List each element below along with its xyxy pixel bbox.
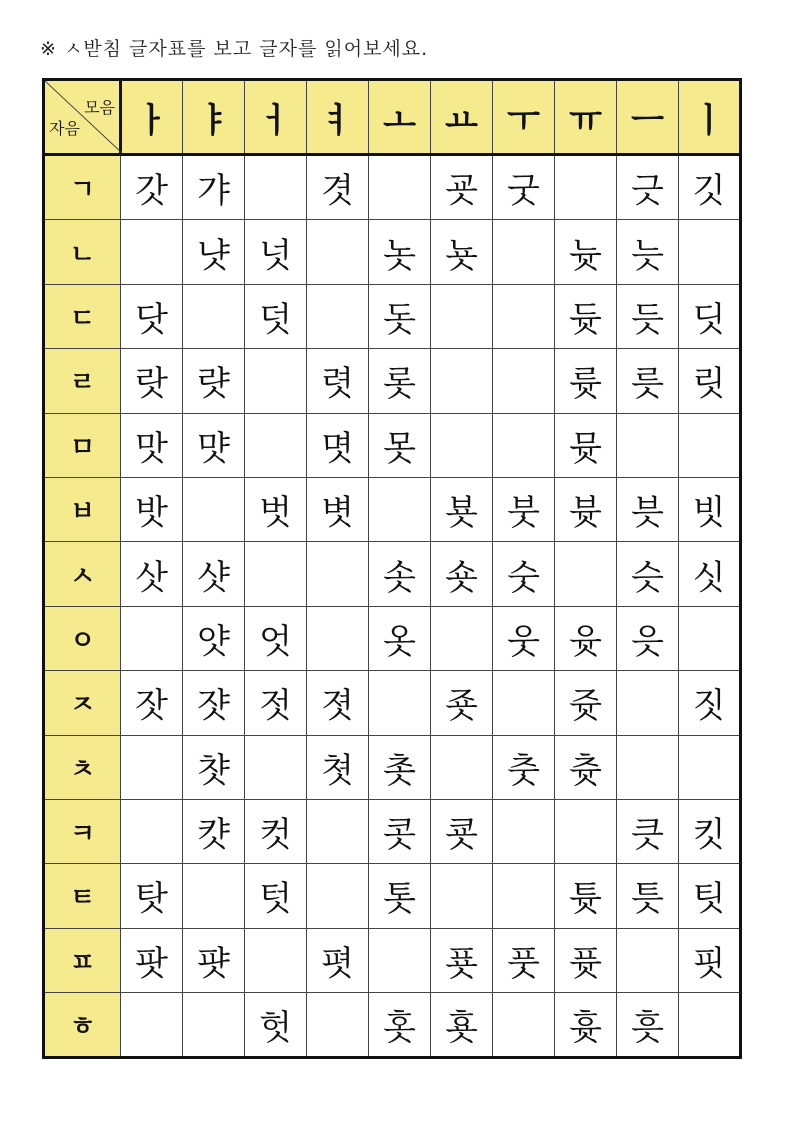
syllable-cell: 흇 <box>555 993 617 1058</box>
syllable-cell: 닷 <box>121 284 183 348</box>
syllable-cell: 푯 <box>431 928 493 992</box>
syllable-cell: 럇 <box>183 349 245 413</box>
syllable-cell <box>245 155 307 220</box>
syllable-cell: 긋 <box>617 155 679 220</box>
syllable-cell: 딧 <box>679 284 741 348</box>
syllable-cell: 렷 <box>307 349 369 413</box>
syllable-cell: 숫 <box>493 542 555 606</box>
syllable-cell: 횻 <box>431 993 493 1058</box>
syllable-cell: 큿 <box>617 799 679 863</box>
syllable-cell <box>555 155 617 220</box>
syllable-cell: 쿗 <box>431 799 493 863</box>
syllable-cell <box>245 735 307 799</box>
syllable-cell <box>617 735 679 799</box>
syllable-cell: 늣 <box>617 220 679 284</box>
table-row <box>44 349 741 413</box>
syllable-cell <box>307 542 369 606</box>
syllable-cell: 굣 <box>431 155 493 220</box>
table-row <box>44 799 741 863</box>
syllable-cell: 덧 <box>245 284 307 348</box>
vowel-header-cell: ㅗ <box>369 80 431 155</box>
vowel-axis-label: 모음 <box>84 98 115 117</box>
syllable-cell: 넛 <box>245 220 307 284</box>
syllable-cell: 핏 <box>679 928 741 992</box>
syllable-cell: 죳 <box>431 671 493 735</box>
syllable-cell: 빗 <box>679 477 741 541</box>
vowel-header-cell: ㅡ <box>617 80 679 155</box>
syllable-cell <box>431 606 493 670</box>
vowel-header-cell: ㅜ <box>493 80 555 155</box>
syllable-cell: 맛 <box>121 413 183 477</box>
syllable-cell: 숏 <box>431 542 493 606</box>
syllable-cell: 폇 <box>307 928 369 992</box>
syllable-cell <box>679 606 741 670</box>
syllable-table <box>42 78 742 1059</box>
syllable-cell <box>183 284 245 348</box>
syllable-cell: 랏 <box>121 349 183 413</box>
table-row <box>44 413 741 477</box>
syllable-cell <box>307 606 369 670</box>
corner-cell <box>44 80 121 155</box>
syllable-cell <box>493 864 555 928</box>
syllable-cell: 롯 <box>369 349 431 413</box>
syllable-cell: 륫 <box>555 349 617 413</box>
vowel-header-cell: ㅓ <box>245 80 307 155</box>
consonant-header-cell: ㅍ <box>44 928 121 992</box>
syllable-cell: 굿 <box>493 155 555 220</box>
syllable-cell: 몃 <box>307 413 369 477</box>
syllable-cell: 춧 <box>493 735 555 799</box>
syllable-cell <box>245 928 307 992</box>
syllable-cell <box>307 220 369 284</box>
syllable-cell <box>245 542 307 606</box>
syllable-cell: 삿 <box>121 542 183 606</box>
syllable-cell <box>369 928 431 992</box>
consonant-header-cell: ㄹ <box>44 349 121 413</box>
vowel-header-cell: ㅕ <box>307 80 369 155</box>
syllable-cell: 놋 <box>369 220 431 284</box>
syllable-cell <box>431 413 493 477</box>
syllable-cell <box>307 864 369 928</box>
syllable-cell: 듯 <box>617 284 679 348</box>
syllable-cell: 읏 <box>617 606 679 670</box>
syllable-cell: 풋 <box>493 928 555 992</box>
syllable-cell: 갓 <box>121 155 183 220</box>
syllable-cell <box>431 349 493 413</box>
syllable-cell: 옷 <box>369 606 431 670</box>
syllable-cell: 헛 <box>245 993 307 1058</box>
syllable-cell: 킷 <box>679 799 741 863</box>
syllable-cell <box>121 606 183 670</box>
syllable-cell: 웃 <box>493 606 555 670</box>
syllable-cell: 퓻 <box>555 928 617 992</box>
syllable-cell: 텃 <box>245 864 307 928</box>
syllable-cell: 컷 <box>245 799 307 863</box>
syllable-cell: 먓 <box>183 413 245 477</box>
syllable-cell: 잣 <box>121 671 183 735</box>
syllable-cell: 슷 <box>617 542 679 606</box>
consonant-header-cell: ㅋ <box>44 799 121 863</box>
syllable-cell: 톳 <box>369 864 431 928</box>
consonant-header-cell: ㄱ <box>44 155 121 220</box>
syllable-cell: 흣 <box>617 993 679 1058</box>
syllable-cell: 탓 <box>121 864 183 928</box>
syllable-cell <box>307 284 369 348</box>
syllable-cell <box>493 220 555 284</box>
syllable-cell: 갸 <box>183 155 245 220</box>
syllable-cell <box>369 477 431 541</box>
syllable-cell <box>307 799 369 863</box>
table-row <box>44 155 741 220</box>
consonant-header-cell: ㅇ <box>44 606 121 670</box>
syllable-cell: 졋 <box>307 671 369 735</box>
syllable-cell: 뇻 <box>431 220 493 284</box>
syllable-cell <box>493 993 555 1058</box>
syllable-cell: 븃 <box>555 477 617 541</box>
table-row <box>44 864 741 928</box>
syllable-cell <box>493 799 555 863</box>
consonant-header-cell: ㄷ <box>44 284 121 348</box>
consonant-header-cell: ㅁ <box>44 413 121 477</box>
syllable-cell <box>617 671 679 735</box>
syllable-cell: 늇 <box>555 220 617 284</box>
syllable-cell <box>121 735 183 799</box>
syllable-cell: 릿 <box>679 349 741 413</box>
syllable-cell <box>431 864 493 928</box>
consonant-header-cell: ㄴ <box>44 220 121 284</box>
syllable-cell: 짓 <box>679 671 741 735</box>
syllable-cell <box>679 413 741 477</box>
consonant-header-cell: ㅌ <box>44 864 121 928</box>
vowel-header-cell: ㅏ <box>121 80 183 155</box>
syllable-cell <box>555 799 617 863</box>
syllable-cell: 홋 <box>369 993 431 1058</box>
syllable-cell <box>679 220 741 284</box>
syllable-cell <box>679 993 741 1058</box>
syllable-cell: 냣 <box>183 220 245 284</box>
syllable-cell: 쥿 <box>555 671 617 735</box>
syllable-cell <box>121 220 183 284</box>
table-row <box>44 735 741 799</box>
syllable-cell <box>617 928 679 992</box>
syllable-cell: 캿 <box>183 799 245 863</box>
syllable-cell <box>493 413 555 477</box>
consonant-header-cell: ㅅ <box>44 542 121 606</box>
table-body <box>44 155 741 1058</box>
syllable-cell: 틋 <box>617 864 679 928</box>
syllable-cell: 튯 <box>555 864 617 928</box>
syllable-cell: 듓 <box>555 284 617 348</box>
instruction-text: ※ ㅅ받침 글자표를 보고 글자를 읽어보세요. <box>40 38 429 60</box>
syllable-cell: 솟 <box>369 542 431 606</box>
syllable-cell <box>183 993 245 1058</box>
syllable-cell: 쳣 <box>307 735 369 799</box>
syllable-cell: 윳 <box>555 606 617 670</box>
consonant-axis-label: 자음 <box>49 119 80 138</box>
consonant-header-cell: ㅂ <box>44 477 121 541</box>
syllable-cell: 겻 <box>307 155 369 220</box>
table-row <box>44 542 741 606</box>
syllable-cell <box>431 735 493 799</box>
syllable-cell <box>493 284 555 348</box>
vowel-header-cell: ㅠ <box>555 80 617 155</box>
syllable-cell: 릇 <box>617 349 679 413</box>
syllable-cell <box>555 542 617 606</box>
syllable-cell <box>307 993 369 1058</box>
syllable-cell: 팃 <box>679 864 741 928</box>
table-row <box>44 606 741 670</box>
syllable-cell: 벗 <box>245 477 307 541</box>
syllable-cell: 븟 <box>617 477 679 541</box>
syllable-cell: 밧 <box>121 477 183 541</box>
syllable-cell <box>183 864 245 928</box>
syllable-cell: 챳 <box>183 735 245 799</box>
syllable-cell: 붓 <box>493 477 555 541</box>
syllable-cell <box>431 284 493 348</box>
syllable-cell <box>369 155 431 220</box>
table-row <box>44 993 741 1058</box>
table-row <box>44 671 741 735</box>
syllable-cell: 촛 <box>369 735 431 799</box>
syllable-cell: 얏 <box>183 606 245 670</box>
syllable-cell <box>493 671 555 735</box>
syllable-cell: 젓 <box>245 671 307 735</box>
syllable-cell: 엇 <box>245 606 307 670</box>
consonant-header-cell: ㅎ <box>44 993 121 1058</box>
syllable-cell <box>617 413 679 477</box>
syllable-cell <box>183 477 245 541</box>
syllable-cell: 콧 <box>369 799 431 863</box>
syllable-cell <box>121 993 183 1058</box>
syllable-cell: 뵷 <box>431 477 493 541</box>
syllable-cell: 뮷 <box>555 413 617 477</box>
consonant-header-cell: ㅊ <box>44 735 121 799</box>
syllable-cell: 깃 <box>679 155 741 220</box>
syllable-cell: 쟛 <box>183 671 245 735</box>
syllable-cell: 팟 <box>121 928 183 992</box>
consonant-header-cell: ㅈ <box>44 671 121 735</box>
table-row <box>44 928 741 992</box>
vowel-header-cell: ㅛ <box>431 80 493 155</box>
syllable-cell <box>369 671 431 735</box>
syllable-cell <box>121 799 183 863</box>
syllable-cell: 퍗 <box>183 928 245 992</box>
syllable-cell <box>245 413 307 477</box>
vowel-header-cell: ㅣ <box>679 80 741 155</box>
syllable-cell: 못 <box>369 413 431 477</box>
syllable-cell: 볏 <box>307 477 369 541</box>
table-row <box>44 220 741 284</box>
table-row <box>44 284 741 348</box>
vowel-header-cell: ㅑ <box>183 80 245 155</box>
syllable-cell: 돗 <box>369 284 431 348</box>
syllable-cell: 싯 <box>679 542 741 606</box>
vowel-header-row <box>44 80 741 155</box>
syllable-cell: 츗 <box>555 735 617 799</box>
table-row <box>44 477 741 541</box>
syllable-cell <box>679 735 741 799</box>
syllable-cell <box>493 349 555 413</box>
syllable-cell: 샷 <box>183 542 245 606</box>
syllable-cell <box>245 349 307 413</box>
